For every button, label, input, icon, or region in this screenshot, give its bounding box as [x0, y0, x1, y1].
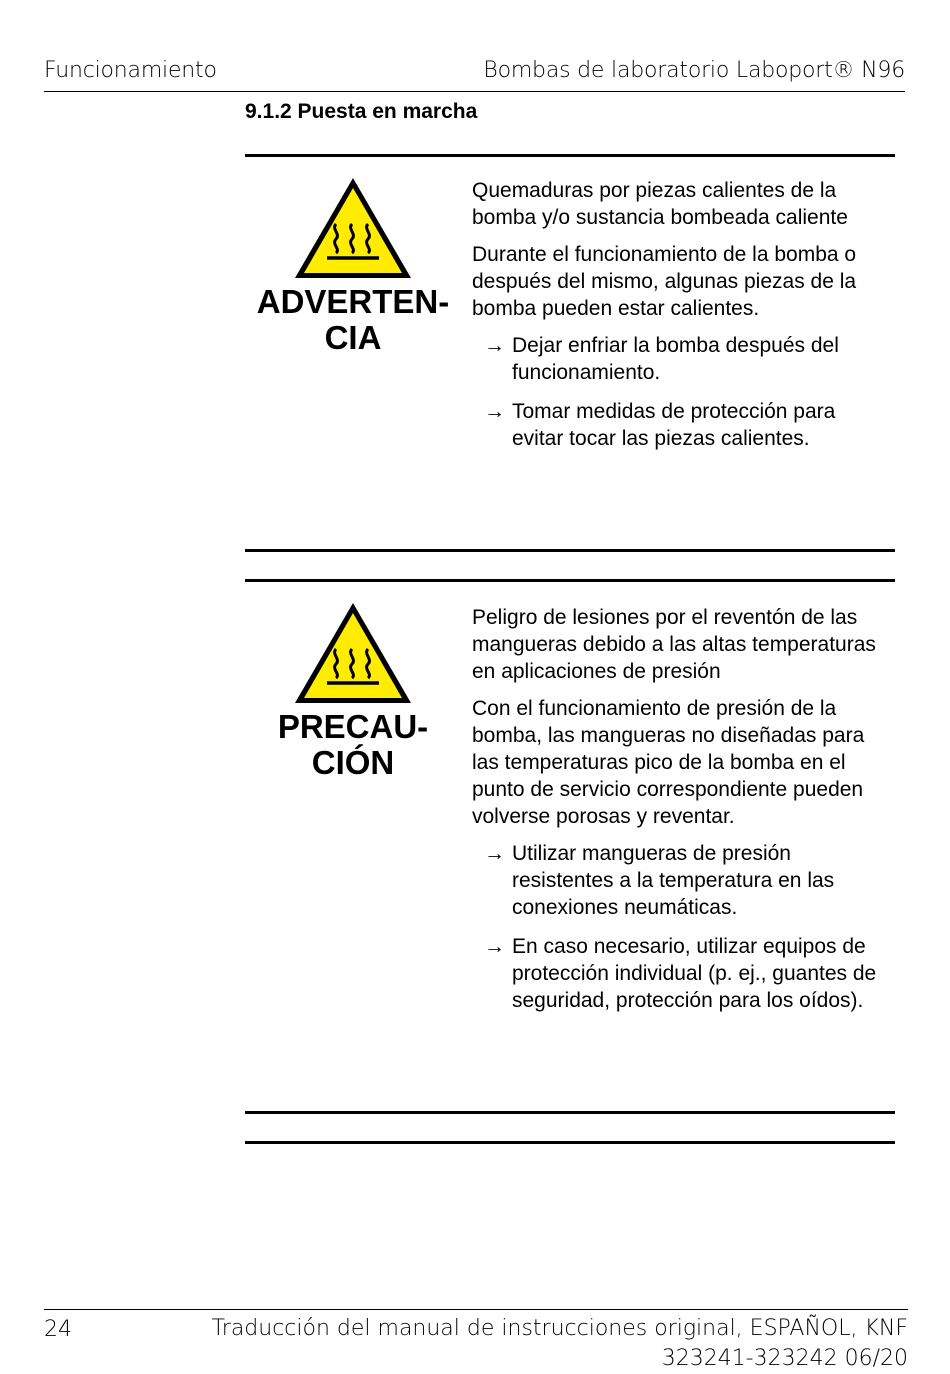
footer-line: Traducción del manual de instrucciones original, ESPAÑOL, KNF: [211, 1316, 908, 1341]
footer-document-info: [212, 1314, 908, 1374]
action-text: Utilizar mangueras de presión resistentes a la temperatura en las conexiones neumáticas.: [512, 842, 835, 919]
warning-2-top-rule: [245, 579, 895, 582]
hot-surface-warning-icon: [293, 601, 413, 705]
arrow-icon: →: [484, 400, 505, 423]
page-number: 24: [44, 1317, 72, 1342]
warning-2-text: [472, 604, 892, 1026]
action-text: Dejar enfriar la bomba después del funcionamiento.: [512, 334, 839, 384]
warning-1-action: [472, 332, 892, 386]
warning-2-signal-word: [253, 709, 453, 781]
signal-word-line: CIÓN: [311, 744, 395, 781]
arrow-icon: →: [484, 334, 505, 357]
footer-divider: [44, 1309, 908, 1310]
signal-word-line: CIA: [324, 319, 382, 356]
warning-1-body: Durante el funcionamiento de la bomba o después del mismo, algunas piezas de la bomba pueden estar calientes.: [472, 243, 857, 320]
arrow-icon: →: [484, 842, 505, 865]
trailing-rule: [245, 1141, 895, 1144]
footer-line: 323241-323242 06/20: [661, 1346, 908, 1371]
warning-2-symbol: [253, 601, 453, 781]
warning-1-bottom-rule: [245, 549, 895, 552]
warning-1-text: [472, 177, 892, 464]
warning-2-title: Peligro de lesiones por el reventón de las mangueras debido a las altas temperaturas en aplicaciones de presión: [472, 606, 876, 683]
running-header-title: Bombas de laboratorio Laboport® N96: [483, 58, 905, 83]
warning-1-action: [472, 398, 892, 452]
warning-1-signal-word: [253, 284, 453, 356]
warning-2-action: [472, 933, 892, 1014]
running-header-section: Funcionamiento: [44, 58, 217, 83]
arrow-icon: →: [484, 935, 505, 958]
warning-1-title: Quemaduras por piezas calientes de la bomba y/o sustancia bombeada caliente: [472, 179, 848, 229]
warning-1-symbol: [253, 176, 453, 356]
section-title: 9.1.2 Puesta en marcha: [245, 100, 478, 123]
warning-2-action: [472, 840, 892, 921]
signal-word-line: PRECAU-: [277, 708, 429, 745]
header-divider: [44, 91, 905, 92]
warning-1-top-rule: [245, 154, 895, 157]
warning-2-bottom-rule: [245, 1111, 895, 1114]
action-text: En caso necesario, utilizar equipos de protección individual (p. ej., guantes de seguridad, protección para los oídos).: [512, 935, 877, 1012]
warning-2-body: Con el funcionamiento de presión de la bomba, las mangueras no diseñadas para las temperaturas pico de la bomba en el punto de servicio correspondiente pueden volverse porosas y reventar.: [472, 697, 865, 828]
signal-word-line: ADVERTEN-: [256, 283, 450, 320]
action-text: Tomar medidas de protección para evitar tocar las piezas calientes.: [512, 400, 836, 450]
hot-surface-warning-icon: [293, 176, 413, 280]
